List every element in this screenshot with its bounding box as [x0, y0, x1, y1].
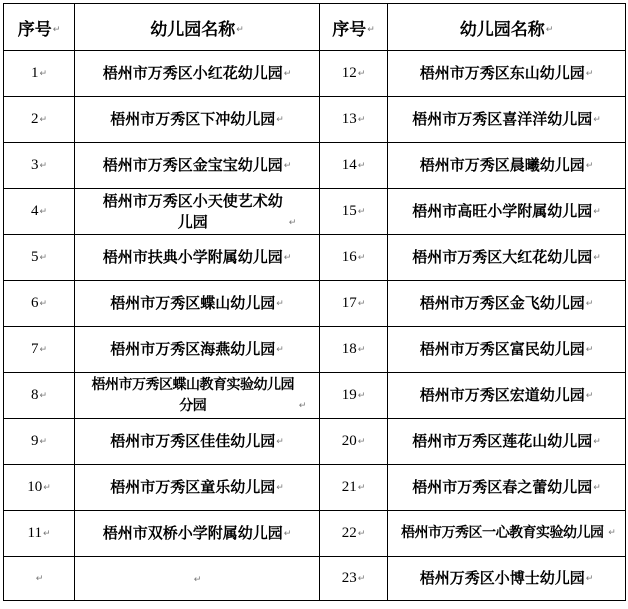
row-number-cell	[320, 373, 388, 419]
row-number-cell	[320, 235, 388, 281]
kindergarten-name-cell	[75, 281, 320, 327]
table-row	[4, 419, 626, 465]
paragraph-mark: ↵	[357, 528, 366, 539]
paragraph-mark: ↵	[43, 482, 51, 493]
kindergarten-name-cell	[75, 465, 320, 511]
row-number-cell	[4, 327, 75, 373]
row-number-cell	[4, 97, 75, 143]
row-number-cell	[320, 97, 388, 143]
row-number-cell	[4, 373, 75, 419]
paragraph-mark: ↵	[39, 436, 48, 447]
row-number-cell	[320, 327, 388, 373]
paragraph-mark: ↵	[357, 573, 366, 584]
row-number-cell	[320, 557, 388, 601]
paragraph-mark: ↵	[357, 68, 366, 79]
paragraph-mark: ↵	[283, 161, 292, 171]
table-row	[4, 373, 626, 419]
row-number-cell	[320, 281, 388, 327]
kindergarten-name-cell	[388, 235, 626, 281]
table-row	[4, 97, 626, 143]
paragraph-mark: ↵	[39, 206, 48, 217]
paragraph-mark: ↵	[276, 115, 284, 125]
kindergarten-name-cell	[388, 419, 626, 465]
table-row	[4, 235, 626, 281]
paragraph-mark: ↵	[276, 345, 284, 355]
table-row	[4, 143, 626, 189]
paragraph-mark: ↵	[357, 344, 366, 355]
header-number-2: 序号↵	[320, 4, 388, 51]
row-number-cell	[4, 189, 75, 235]
row-number: 15	[341, 203, 357, 219]
kindergarten-name: 梧州市万秀区金飞幼儿园	[419, 294, 585, 312]
row-number: 19	[341, 387, 357, 403]
kindergarten-name-cell	[388, 327, 626, 373]
paragraph-mark: ↵	[276, 299, 284, 309]
paragraph-mark: ↵	[593, 253, 601, 263]
row-number: 17	[341, 295, 357, 311]
row-number: 13	[341, 111, 357, 127]
header-name-1: 幼儿园名称↵	[75, 4, 320, 51]
row-number-cell	[4, 465, 75, 511]
kindergarten-name-cell	[388, 189, 626, 235]
paragraph-mark: ↵	[288, 217, 297, 228]
row-number-cell	[320, 419, 388, 465]
kindergarten-name: 梧州市双桥小学附属幼儿园	[102, 524, 283, 542]
row-number-cell	[4, 511, 75, 557]
paragraph-mark: ↵	[585, 574, 594, 584]
row-number: 5	[30, 249, 39, 265]
kindergarten-name-cell	[388, 373, 626, 419]
paragraph-mark: ↵	[283, 253, 292, 263]
kindergarten-name-cell	[75, 557, 320, 601]
kindergarten-name: 梧州市万秀区莲花山幼儿园	[412, 432, 593, 450]
paragraph-mark: ↵	[357, 206, 366, 217]
kindergarten-name: 梧州市万秀区富民幼儿园	[419, 340, 585, 358]
table-row	[4, 281, 626, 327]
kindergarten-name: 梧州市扶典小学附属幼儿园	[102, 248, 283, 266]
row-number-cell	[320, 51, 388, 97]
row-number-cell	[320, 511, 388, 557]
kindergarten-name-cell	[75, 143, 320, 189]
paragraph-mark: ↵	[585, 345, 594, 355]
paragraph-mark: ↵	[283, 69, 292, 79]
kindergarten-name: 梧州市万秀区喜洋洋幼儿园	[412, 110, 593, 128]
kindergarten-name-cell	[75, 189, 320, 235]
paragraph-mark: ↵	[276, 437, 284, 447]
paragraph-mark: ↵	[276, 483, 284, 493]
paragraph-mark: ↵	[39, 344, 48, 355]
kindergarten-name: 梧州市万秀区晨曦幼儿园	[419, 156, 585, 174]
kindergarten-name-cell	[388, 465, 626, 511]
paragraph-mark: ↵	[608, 528, 616, 538]
header-row	[4, 4, 626, 51]
row-number: 12	[341, 65, 357, 81]
kindergarten-name-cell	[75, 511, 320, 557]
paragraph-mark: ↵	[283, 529, 292, 539]
paragraph-mark: ↵	[39, 160, 48, 171]
paragraph-mark: ↵	[357, 114, 366, 125]
paragraph-mark: ↵	[357, 298, 366, 309]
kindergarten-table	[3, 3, 626, 601]
row-number: 4	[30, 203, 39, 219]
paragraph-mark: ↵	[35, 573, 44, 584]
paragraph-mark: ↵	[357, 436, 366, 447]
kindergarten-name-cell	[388, 97, 626, 143]
row-number-cell	[320, 465, 388, 511]
kindergarten-name-cell	[388, 557, 626, 601]
kindergarten-name-cell	[75, 97, 320, 143]
row-number-cell	[320, 189, 388, 235]
paragraph-mark: ↵	[39, 298, 48, 309]
kindergarten-name-cell	[75, 327, 320, 373]
table-row	[4, 327, 626, 373]
paragraph-mark: ↵	[39, 114, 48, 125]
kindergarten-name: 梧州市万秀区蝶山幼儿园	[110, 294, 276, 312]
paragraph-mark: ↵	[585, 69, 594, 79]
kindergarten-name-cell	[75, 51, 320, 97]
paragraph-mark: ↵	[593, 483, 601, 493]
row-number-cell	[4, 281, 75, 327]
kindergarten-name: 梧州市万秀区海燕幼儿园	[110, 340, 276, 358]
table-row	[4, 557, 626, 601]
kindergarten-name: 梧州市万秀区东山幼儿园	[419, 64, 585, 82]
row-number-cell	[4, 419, 75, 465]
paragraph-mark: ↵	[585, 391, 594, 401]
row-number-cell	[4, 143, 75, 189]
kindergarten-name: 梧州市万秀区宏道幼儿园	[419, 386, 585, 404]
kindergarten-name: 梧州市万秀区春之蕾幼儿园	[412, 478, 593, 496]
row-number: 23	[341, 570, 357, 586]
kindergarten-name: 梧州市万秀区大红花幼儿园	[412, 248, 593, 266]
kindergarten-name-cell	[75, 373, 320, 419]
row-number: 20	[341, 433, 357, 449]
row-number: 10	[27, 479, 43, 495]
kindergarten-name: 梧州市万秀区金宝宝幼儿园	[102, 156, 283, 174]
row-number: 22	[341, 525, 357, 541]
paragraph-mark: ↵	[357, 390, 366, 401]
kindergarten-name-cell	[388, 143, 626, 189]
kindergarten-name: 梧州市万秀区小红花幼儿园	[102, 64, 283, 82]
row-number: 21	[341, 479, 357, 495]
row-number: 11	[27, 525, 42, 541]
row-number: 8	[30, 387, 39, 403]
header-name-2: 幼儿园名称↵	[388, 4, 626, 51]
paragraph-mark: ↵	[193, 574, 202, 585]
kindergarten-name-cell	[75, 419, 320, 465]
paragraph-mark: ↵	[42, 528, 51, 539]
row-number: 9	[30, 433, 39, 449]
row-number-cell	[320, 143, 388, 189]
row-number: 16	[341, 249, 357, 265]
paragraph-mark: ↵	[357, 160, 366, 171]
row-number-cell	[4, 557, 75, 601]
kindergarten-name: 梧州万秀区小博士幼儿园	[419, 569, 585, 587]
table-row	[4, 511, 626, 557]
table-row	[4, 465, 626, 511]
paragraph-mark: ↵	[593, 437, 601, 447]
row-number: 7	[30, 341, 39, 357]
row-number: 18	[341, 341, 357, 357]
paragraph-mark: ↵	[357, 482, 366, 493]
paragraph-mark: ↵	[593, 207, 601, 217]
row-number: 3	[30, 157, 39, 173]
row-number-cell	[4, 51, 75, 97]
kindergarten-name-cell	[75, 235, 320, 281]
row-number: 1	[30, 65, 39, 81]
kindergarten-name-cell	[388, 51, 626, 97]
table-row	[4, 189, 626, 235]
kindergarten-name: 梧州市万秀区佳佳幼儿园	[110, 432, 276, 450]
paragraph-mark: ↵	[298, 400, 307, 411]
paragraph-mark: ↵	[357, 252, 366, 263]
paragraph-mark: ↵	[39, 68, 48, 79]
kindergarten-name: 梧州市万秀区一心教育实验幼儿园	[400, 525, 604, 541]
table-row	[4, 51, 626, 97]
row-number: 6	[30, 295, 39, 311]
kindergarten-name-cell	[388, 281, 626, 327]
kindergarten-name: 梧州市万秀区童乐幼儿园	[110, 478, 276, 496]
paragraph-mark: ↵	[593, 115, 601, 125]
kindergarten-name: 梧州市万秀区下冲幼儿园	[110, 110, 276, 128]
row-number: 2	[30, 111, 39, 127]
paragraph-mark: ↵	[39, 390, 48, 401]
kindergarten-name: 梧州市万秀区蝶山教育实验幼儿园分园	[91, 376, 294, 414]
paragraph-mark: ↵	[39, 252, 48, 263]
paragraph-mark: ↵	[585, 299, 594, 309]
kindergarten-name-cell	[388, 511, 626, 557]
row-number-cell	[4, 235, 75, 281]
row-number: 14	[341, 157, 357, 173]
paragraph-mark: ↵	[585, 161, 594, 171]
kindergarten-name: 梧州市万秀区小天使艺术幼儿园	[102, 191, 283, 231]
kindergarten-name: 梧州市高旺小学附属幼儿园	[412, 202, 593, 220]
header-number-1: 序号↵	[4, 4, 75, 51]
